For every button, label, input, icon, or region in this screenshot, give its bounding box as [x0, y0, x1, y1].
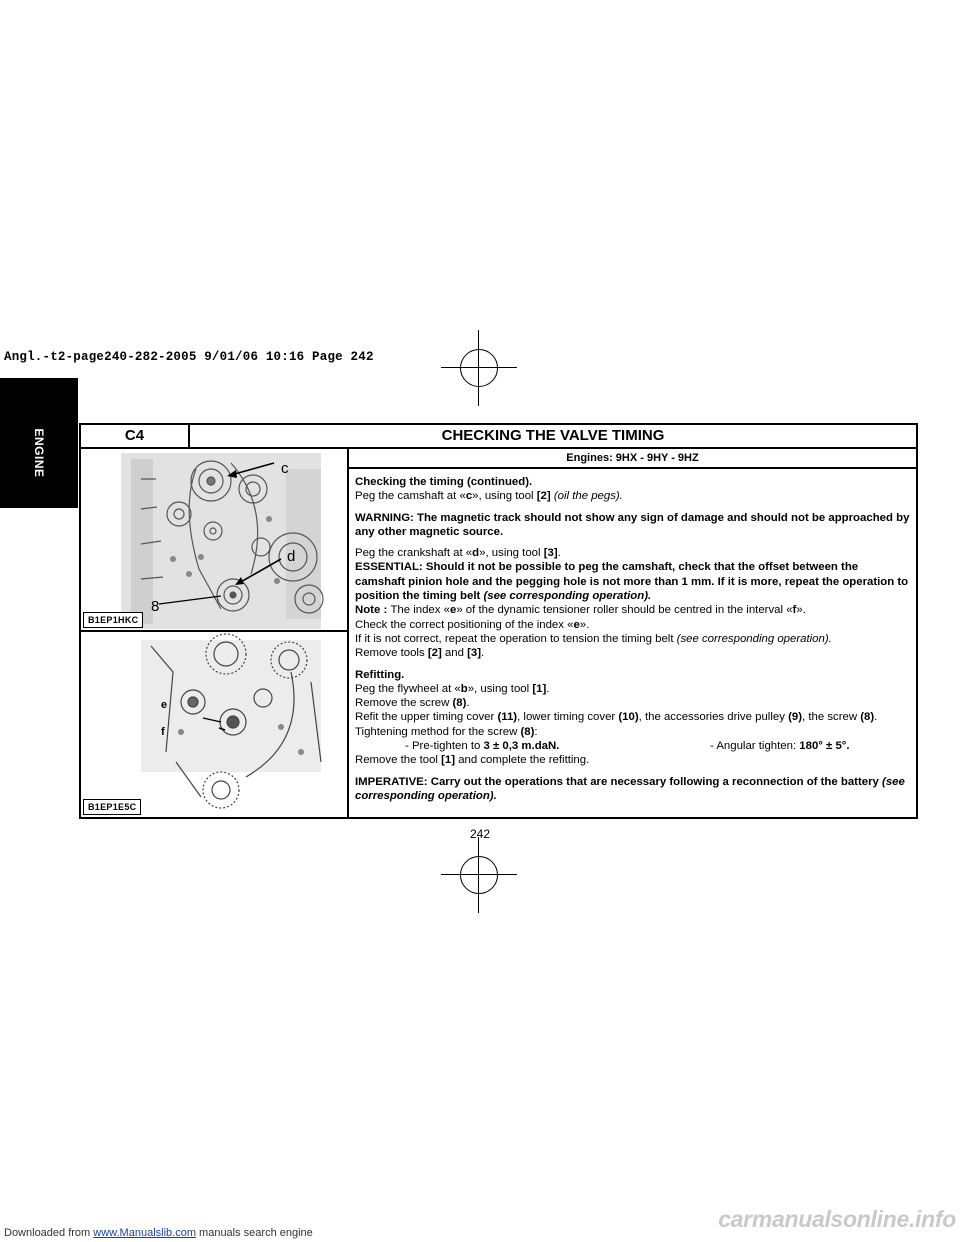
download-footer: [4, 1227, 313, 1239]
text-fragment: .: [481, 647, 485, 660]
figure-code-1: B1EP1HKC: [83, 612, 143, 628]
imperative-ref: (see corresponding operation).: [355, 775, 905, 802]
text-fragment: , the screw: [801, 711, 861, 724]
part-ref: (8): [520, 725, 535, 738]
tool-ref: [3]: [467, 647, 481, 660]
text-fragment: Peg the crankshaft at «: [355, 547, 473, 560]
text-fragment: If it is not correct, repeat the operation to tension the timing belt: [355, 632, 677, 645]
engine-diagram-2: [81, 632, 347, 815]
checking-title: Checking the timing (continued).: [355, 476, 533, 488]
index-letter: f: [792, 604, 797, 617]
text-fragment: :: [534, 725, 538, 738]
text-fragment: , the accessories drive pulley: [638, 711, 789, 724]
text-fragment: », using tool: [467, 682, 533, 695]
text-fragment: Remove the screw: [355, 697, 453, 710]
crop-mark-top: [441, 330, 517, 406]
text-fragment: .: [874, 711, 878, 724]
index-letter: d: [472, 547, 480, 560]
text-fragment: Refit the upper timing cover: [355, 711, 498, 724]
text-fragment: Peg the flywheel at «: [355, 682, 461, 695]
callout-c: c: [281, 460, 289, 477]
tool-ref: [1]: [441, 754, 456, 767]
essential-text: ESSENTIAL: Should it not be possible to peg the camshaft, check that the offset between the camshaft pinion hole and the pegging hole is not more than 1 mm. If it is more, repeat the operation to position the timing belt: [355, 561, 909, 603]
crop-mark-bottom: [441, 837, 517, 913]
text-fragment: Peg the camshaft at «: [355, 490, 466, 503]
footer-suffix: manuals search engine: [195, 1227, 313, 1239]
manualslib-link[interactable]: www.Manualslib.com: [93, 1227, 196, 1239]
section-title: CHECKING THE VALVE TIMING: [190, 425, 916, 449]
torque-value: 3 ± 0,3 m.daN.: [483, 740, 560, 753]
note-label: Note :: [355, 604, 391, 617]
engine-diagram-1: [81, 449, 347, 632]
index-letter: c: [465, 490, 473, 503]
part-ref: (10): [618, 711, 639, 724]
index-letter: e: [573, 618, 580, 631]
essential-ref: (see corresponding operation).: [483, 590, 652, 603]
part-ref: (8): [860, 711, 875, 724]
text-fragment: .: [546, 682, 550, 695]
figure-engine-tensioner: [81, 632, 347, 817]
refitting-title: Refitting.: [355, 668, 405, 681]
text-fragment: Remove the tool: [355, 754, 442, 767]
text-fragment: The index «: [390, 604, 450, 617]
text-fragment: - Angular tighten:: [710, 740, 800, 753]
text-fragment: .: [466, 697, 470, 710]
section-code: C4: [81, 425, 190, 449]
figure-engine-top: [81, 449, 347, 632]
callout-e: e: [161, 699, 168, 711]
engines-label: Engines: 9HX - 9HY - 9HZ: [349, 449, 916, 469]
tool-ref: [2]: [536, 490, 551, 503]
figure-column: [81, 449, 349, 817]
tool-ref: [1]: [532, 682, 547, 695]
text-fragment: .: [557, 547, 561, 560]
callout-8: 8: [151, 598, 160, 615]
text-fragment: , lower timing cover: [517, 711, 619, 724]
note-fragment: (oil the pegs).: [550, 490, 623, 503]
tool-ref: [3]: [543, 547, 558, 560]
procedure-text: [355, 475, 911, 810]
callout-f: f: [161, 726, 165, 738]
footer-prefix: Downloaded from: [4, 1227, 94, 1239]
text-fragment: ».: [796, 604, 806, 617]
text-fragment: Remove tools: [355, 647, 428, 660]
watermark: carmanualsonline.info: [718, 1206, 956, 1232]
text-fragment: », using tool: [472, 490, 537, 503]
text-fragment: - Pre-tighten to: [405, 740, 484, 753]
angle-value: 180° ± 5°.: [799, 740, 850, 753]
text-fragment: and: [441, 647, 468, 660]
print-header: Angl.-t2-page240-282-2005 9/01/06 10:16 Page 242: [4, 350, 374, 364]
part-ref: (11): [497, 711, 518, 724]
text-fragment: and complete the refitting.: [455, 754, 590, 767]
index-letter: e: [449, 604, 457, 617]
text-fragment: », using tool: [479, 547, 544, 560]
part-ref: (9): [788, 711, 802, 724]
figure-code-2: B1EP1E5C: [83, 799, 141, 815]
text-fragment: Tightening method for the screw: [355, 725, 521, 738]
note-fragment: (see corresponding operation).: [676, 632, 832, 645]
torque-values: [355, 739, 911, 753]
text-fragment: » of the dynamic tensioner roller should be centred in the interval «: [456, 604, 793, 617]
warning-text: WARNING: The magnetic track should not show any sign of damage and should not be approached by any other magnetic source.: [355, 511, 910, 538]
part-ref: (8): [452, 697, 467, 710]
text-fragment: Check the correct positioning of the index «: [355, 618, 574, 631]
index-letter: b: [460, 682, 468, 695]
text-fragment: ».: [579, 618, 590, 631]
callout-d: d: [287, 548, 296, 565]
tool-ref: [2]: [427, 647, 442, 660]
page-number: 242: [469, 827, 491, 841]
side-tab-label: ENGINE: [32, 428, 46, 478]
imperative-text: IMPERATIVE: Carry out the operations that are necessary following a reconnection of the battery: [355, 775, 883, 788]
